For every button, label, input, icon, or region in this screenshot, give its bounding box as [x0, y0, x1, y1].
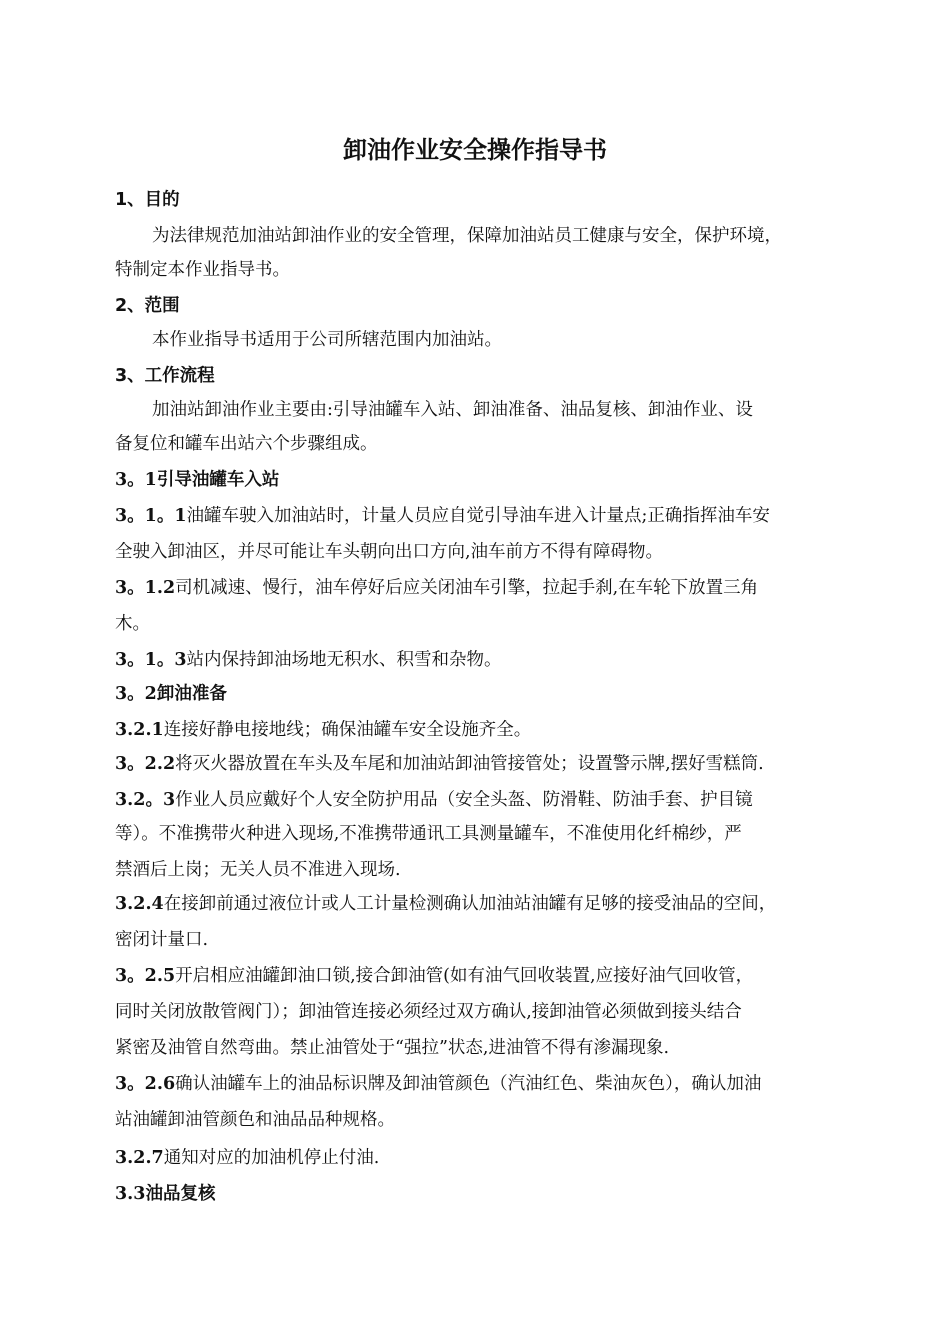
numbered-paragraph [115, 788, 845, 812]
clause-text: 卸油准备 [156, 684, 227, 704]
clause-number: 3。1。3 [115, 650, 187, 670]
clause-text: 将灭火器放置在车头及车尾和加油站卸油管接管处；设置警示牌,摆好雪糕筒. [175, 754, 764, 774]
clause-number: 3。2.2 [115, 754, 176, 774]
paragraph-text: 木。 [115, 614, 150, 634]
numbered-paragraph [115, 1072, 845, 1096]
clause-text: 站内保持卸油场地无积水、积雪和杂物。 [186, 650, 502, 670]
clause-number: 3。2.5 [115, 966, 176, 986]
paragraph-line [115, 540, 845, 564]
clause-number: 3.2。3 [115, 790, 176, 810]
section-heading [115, 188, 845, 212]
paragraph-text: 为法律规范加油站卸油作业的安全管理，保障加油站员工健康与安全，保护环境， [152, 226, 782, 246]
document-title: 卸油作业安全操作指导书 [343, 136, 607, 164]
section-heading-text: 3、工作流程 [115, 366, 215, 386]
numbered-paragraph [115, 752, 845, 776]
clause-number: 3。1。1 [115, 506, 187, 526]
clause-number: 3.2.1 [115, 720, 164, 740]
section-heading [115, 364, 845, 388]
clause-text: 油品复核 [145, 1184, 216, 1204]
clause-number: 3。2 [115, 684, 157, 704]
clause-text: 司机减速、慢行，油车停好后应关闭油车引擎，拉起手刹,在车轮下放置三角 [175, 578, 759, 598]
clause-number: 3.3 [115, 1184, 146, 1204]
paragraph-line [115, 1036, 845, 1060]
numbered-paragraph [115, 964, 845, 988]
clause-number: 3.2.7 [115, 1148, 164, 1168]
paragraph-first-line [152, 328, 845, 352]
clause-text: 确认油罐车上的油品标识牌及卸油管颜色（汽油红色、柴油灰色），确认加油 [175, 1074, 762, 1094]
paragraph-text: 禁酒后上岗；无关人员不准进入现场. [115, 860, 401, 880]
numbered-paragraph [115, 576, 845, 600]
clause-number: 3。2.6 [115, 1074, 176, 1094]
numbered-paragraph [115, 682, 845, 706]
paragraph-line [115, 612, 845, 636]
clause-number: 3。1 [115, 470, 157, 490]
paragraph-first-line [152, 398, 845, 422]
clause-text: 开启相应油罐卸油口锁,接合卸油管(如有油气回收装置,应接好油气回收管， [175, 966, 754, 986]
numbered-paragraph [115, 1146, 845, 1170]
paragraph-line [115, 432, 845, 456]
paragraph-line [115, 1000, 845, 1024]
paragraph-text: 全驶入卸油区，并尽可能让车头朝向出口方向,油车前方不得有障碍物。 [115, 542, 664, 562]
paragraph-first-line [152, 224, 845, 248]
paragraph-line [115, 1108, 845, 1132]
paragraph-line [115, 822, 845, 846]
paragraph-text: 备复位和罐车出站六个步骤组成。 [115, 434, 378, 454]
paragraph-text: 站油罐卸油管颜色和油品品种规格。 [115, 1110, 395, 1130]
clause-number: 3。1.2 [115, 578, 176, 598]
clause-text: 作业人员应戴好个人安全防护用品（安全头盔、防滑鞋、防油手套、护目镜 [175, 790, 753, 810]
clause-text: 连接好静电接地线；确保油罐车安全设施齐全。 [163, 720, 532, 740]
paragraph-text: 紧密及油管自然弯曲。禁止油管处于“强拉”状态,进油管不得有渗漏现象. [115, 1038, 670, 1058]
numbered-paragraph [115, 892, 845, 916]
paragraph-text: 特制定本作业指导书。 [115, 260, 290, 280]
paragraph-line [115, 928, 845, 952]
paragraph-line [115, 858, 845, 882]
clause-text: 油罐车驶入加油站时，计量人员应自觉引导油车进入计量点;正确指挥油车安 [186, 506, 770, 526]
clause-number: 3.2.4 [115, 894, 164, 914]
numbered-paragraph [115, 504, 845, 528]
paragraph-text: 同时关闭放散管阀门）；卸油管连接必须经过双方确认,接卸油管必须做到接头结合 [115, 1002, 742, 1022]
paragraph-text: 密闭计量口. [115, 930, 209, 950]
numbered-paragraph [115, 1182, 845, 1206]
section-heading-text: 1、目的 [115, 190, 180, 210]
paragraph-text: 加油站卸油作业主要由:引导油罐车入站、卸油准备、油品复核、卸油作业、设 [152, 400, 753, 420]
paragraph-text: 本作业指导书适用于公司所辖范围内加油站。 [152, 330, 502, 350]
numbered-paragraph [115, 468, 845, 492]
section-heading [115, 294, 845, 318]
section-heading-text: 2、范围 [115, 296, 180, 316]
clause-text: 在接卸前通过液位计或人工计量检测确认加油站油罐有足够的接受油品的空间， [163, 894, 777, 914]
clause-text: 通知对应的加油机停止付油. [163, 1148, 380, 1168]
numbered-paragraph [115, 648, 845, 672]
numbered-paragraph [115, 718, 845, 742]
paragraph-line [115, 258, 845, 282]
clause-text: 引导油罐车入站 [156, 470, 280, 490]
paragraph-text: 等）。不准携带火种进入现场,不准携带通讯工具测量罐车，不准使用化纤棉纱，严 [115, 824, 742, 844]
